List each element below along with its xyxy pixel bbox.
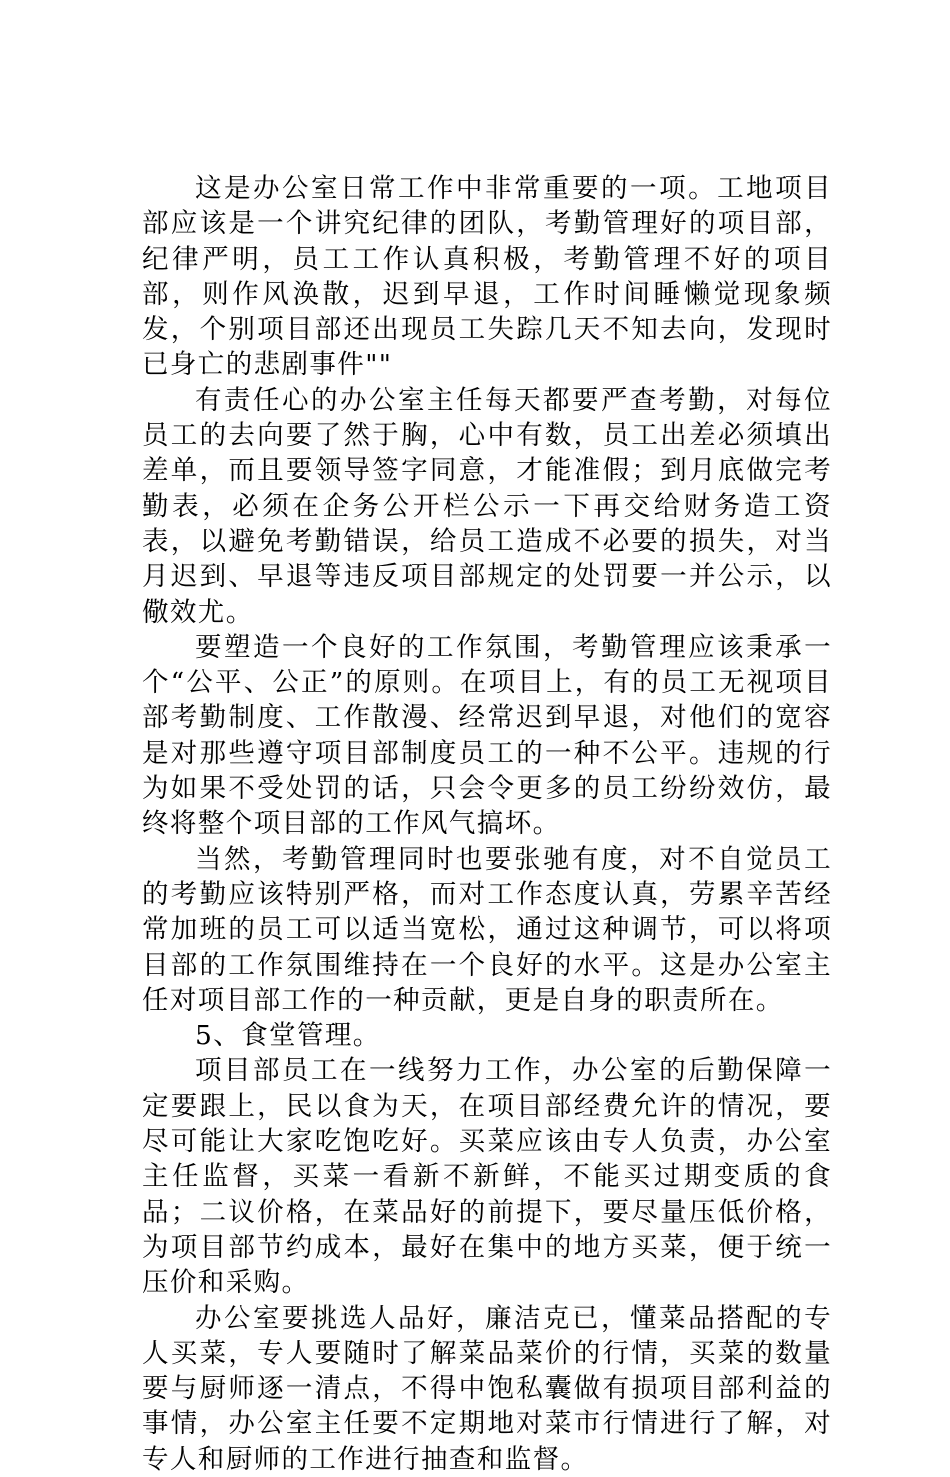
paragraph-attendance-importance: 这是办公室日常工作中非常重要的一项。工地项目部应该是一个讲究纪律的团队，考勤管理好的项目部，纪律严明，员工工作认真积极，考勤管理不好的项目部，则作风涣散，迟到早退，工作时间睡懒觉现象频发，个别项目部还出现员工失踪几天不知去向，发现时已身亡的悲剧事件"" xyxy=(142,173,832,381)
paragraph-attendance-checking: 有责任心的办公室主任每天都要严查考勤，对每位员工的去向要了然于胸，心中有数，员工出差必须填出差单，而且要领导签字同意，才能准假；到月底做完考勤表，必须在企务公开栏公示一下再交给财务造工资表，以避免考勤错误，给员工造成不必要的损失，对当月迟到、早退等违反项目部规定的处罚要一并公示，以儆效尤。 xyxy=(142,384,832,628)
paragraph-canteen-supervision: 办公室要挑选人品好，廉洁克已，懂菜品搭配的专人买菜，专人要随时了解菜品菜价的行情，买菜的数量要与厨师逐一清点，不得中饱私囊做有损项目部利益的事情，办公室主任要不定期地对菜市行情进行了解，对专人和厨师的工作进行抽查和监督。 xyxy=(142,1302,832,1475)
paragraph-flexibility: 当然，考勤管理同时也要张驰有度，对不自觉员工的考勤应该特别严格，而对工作态度认真，劳累辛苦经常加班的员工可以适当宽松，通过这种调节，可以将项目部的工作氛围维持在一个良好的水平。这是办公室主任对项目部工作的一种贡献，更是自身的职责所在。 xyxy=(142,843,832,1016)
document-body xyxy=(142,171,832,1477)
paragraph-fairness: 要塑造一个良好的工作氛围，考勤管理应该秉承一个“公平、公正”的原则。在项目上，有的员工无视项目部考勤制度、工作散漫、经常迟到早退，对他们的宽容是对那些遵守项目部制度员工的一种不公平。违规的行为如果不受处罚的话，只会令更多的员工纷纷效仿，最终将整个项目部的工作风气搞坏。 xyxy=(142,631,832,840)
section-heading-canteen: 5、食堂管理。 xyxy=(195,1020,381,1052)
paragraph-canteen-purchasing: 项目部员工在一线努力工作，办公室的后勤保障一定要跟上，民以食为天，在项目部经费允许的情况，要尽可能让大家吃饱吃好。买菜应该由专人负责，办公室主任监督，买菜一看新不新鲜，不能买过期变质的食品；二议价格，在菜品好的前提下，要尽量压低价格，为项目部节约成本，最好在集中的地方买菜，便于统一压价和采购。 xyxy=(142,1055,832,1299)
